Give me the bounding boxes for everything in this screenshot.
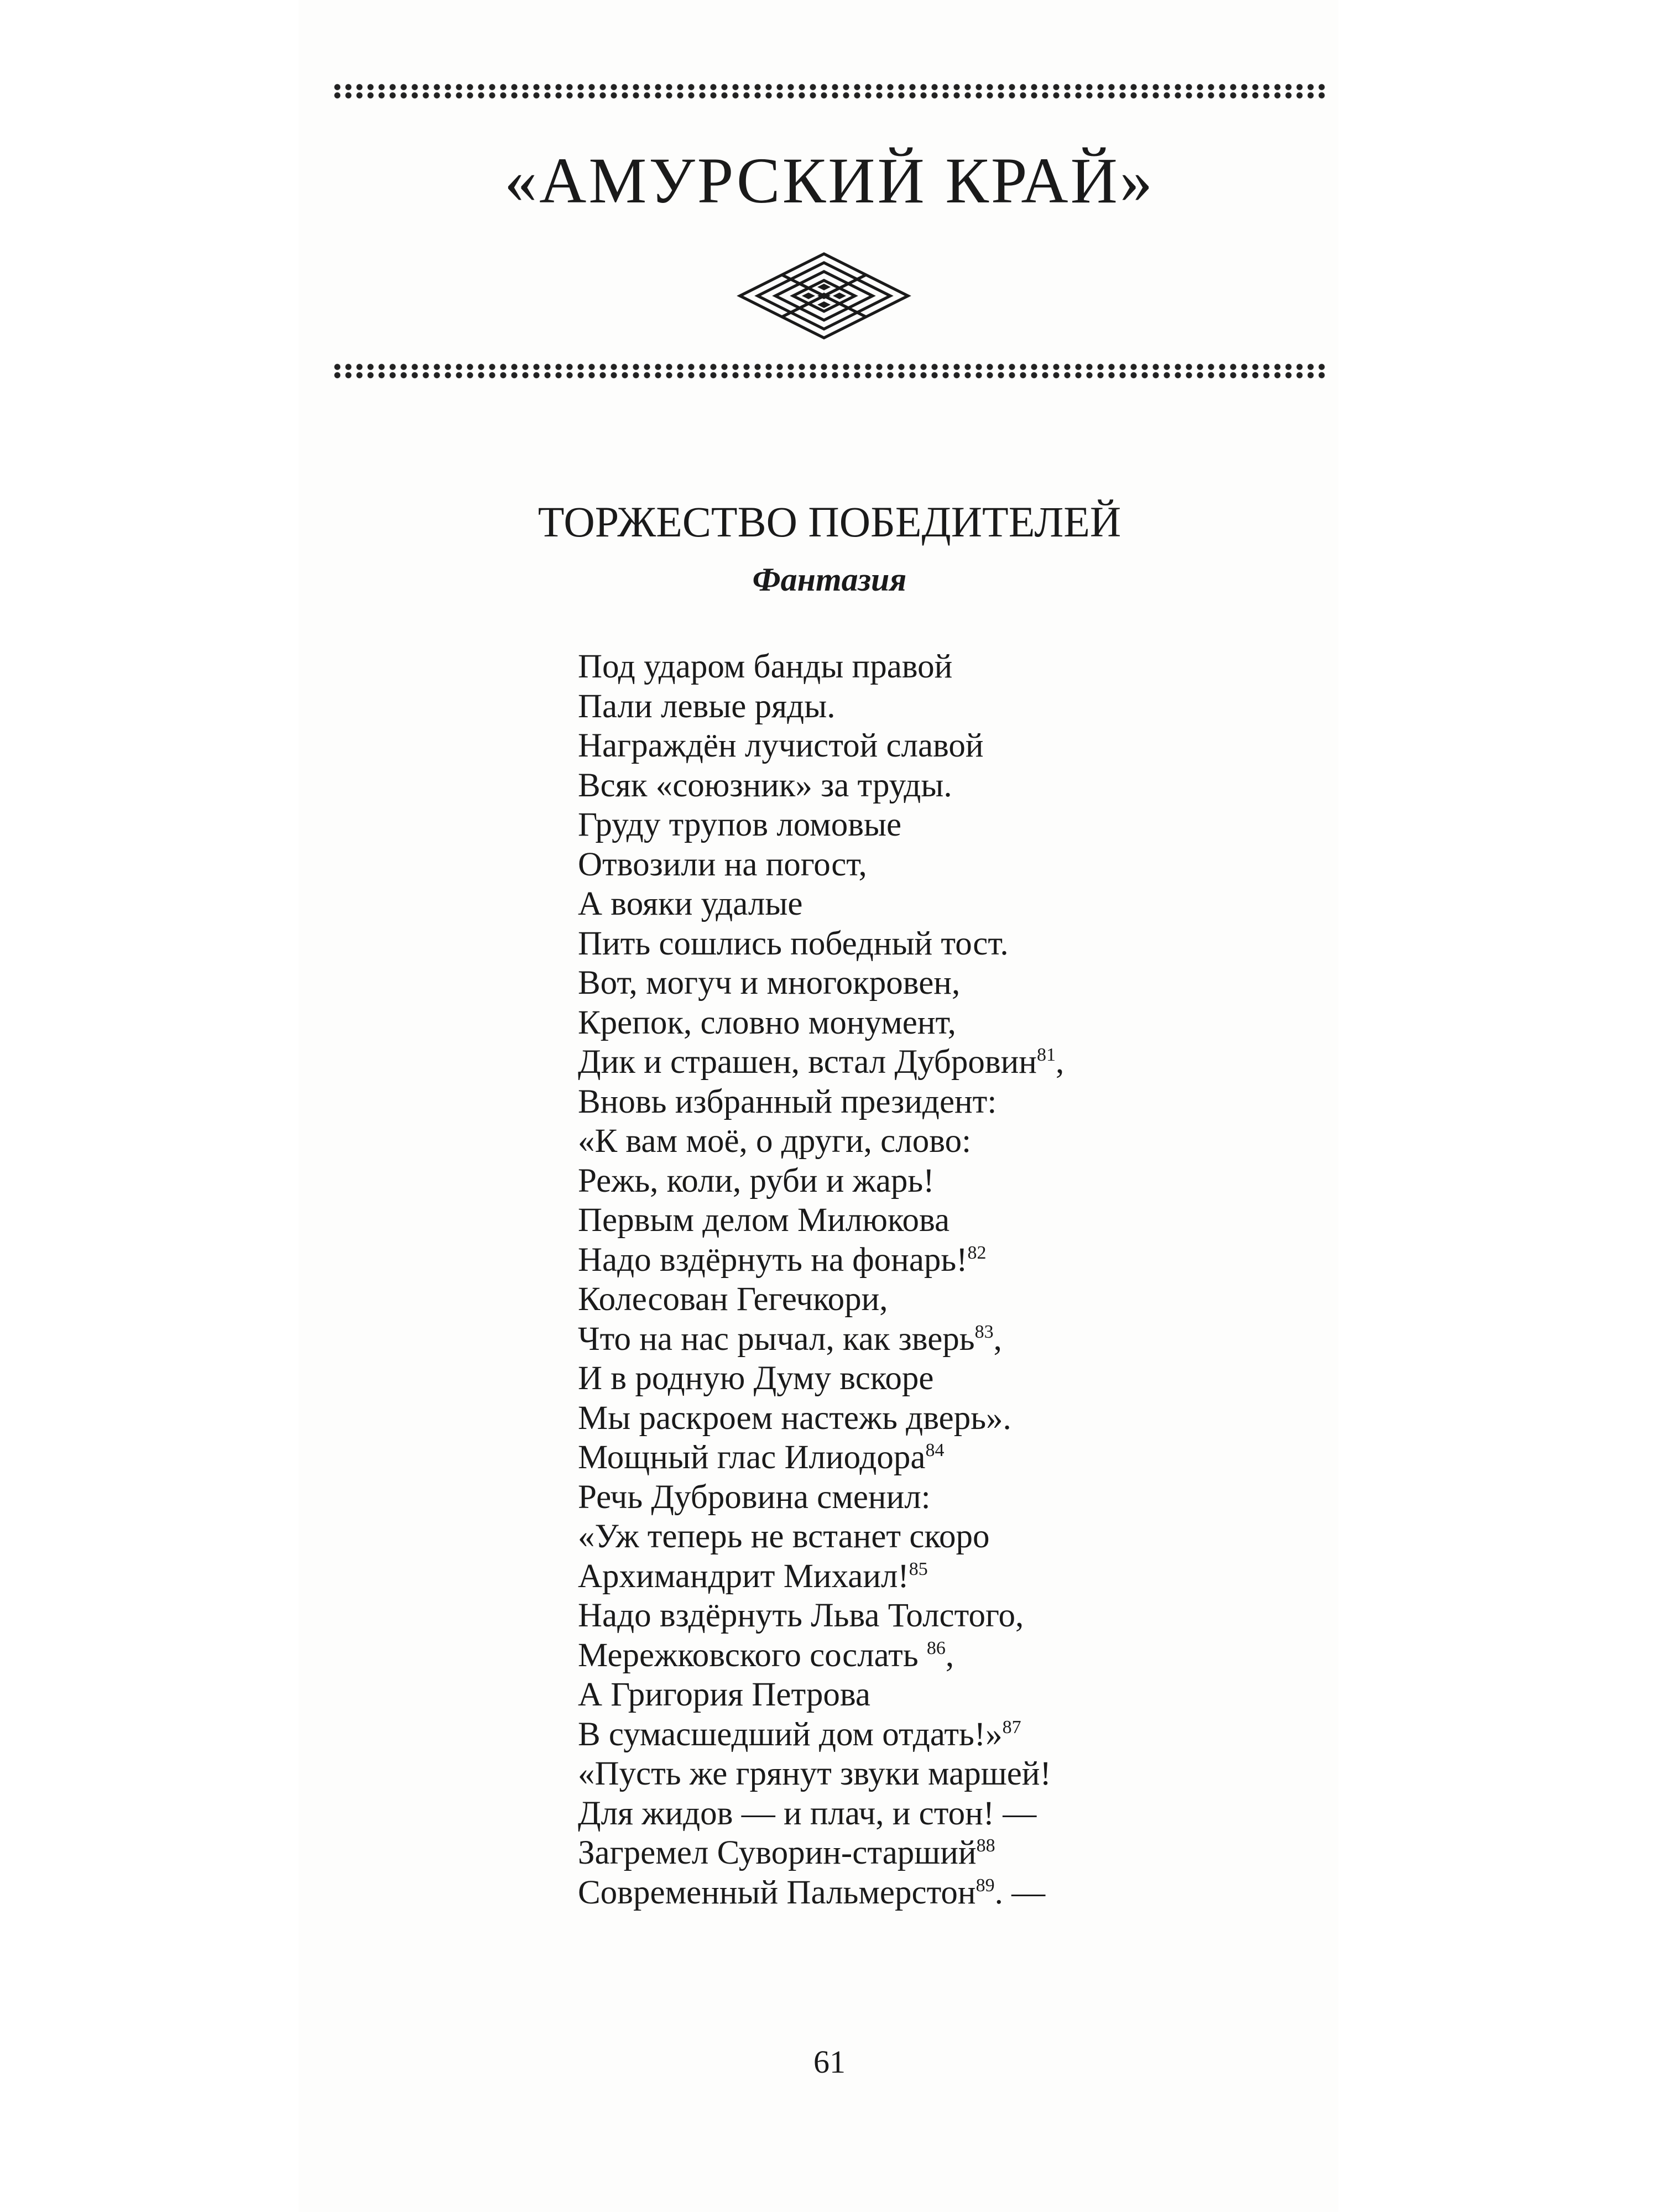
verse-line <box>578 1201 1324 1240</box>
verse-line-text: «К вам моё, о други, слово: <box>578 1123 972 1160</box>
verse-line <box>578 1517 1324 1557</box>
verse-line-text: Для жидов — и плач, и стон! — <box>578 1794 1037 1832</box>
verse-line <box>578 1240 1324 1280</box>
verse-line <box>578 1636 1324 1676</box>
verse-line-text: Надо вздёрнуть Льва Толстого, <box>578 1597 1024 1634</box>
footnote-marker: 85 <box>909 1558 928 1579</box>
verse-line <box>578 1399 1324 1438</box>
verse-line <box>578 884 1324 924</box>
verse-line-text: Крепок, словно монумент, <box>578 1004 956 1041</box>
verse-line <box>578 647 1324 687</box>
knot-ornament-icon <box>735 252 912 340</box>
footnote-marker: 88 <box>976 1835 995 1856</box>
verse-line-punctuation: . — <box>994 1874 1046 1911</box>
verse-line <box>578 726 1324 766</box>
verse-line <box>578 687 1324 727</box>
verse-line-text: Речь Дубровина сменил: <box>578 1478 931 1516</box>
verse-line-text: Мы раскроем настежь дверь». <box>578 1399 1011 1437</box>
footnote-marker: 83 <box>974 1321 994 1342</box>
verse-line <box>578 1319 1324 1359</box>
verse-line <box>578 1280 1324 1319</box>
verse-line <box>578 1478 1324 1517</box>
verse-line-text: А вояки удалые <box>578 885 803 922</box>
verse-line <box>578 1794 1324 1834</box>
poem-verse <box>578 647 1324 1912</box>
verse-line-text: Вновь избранный президент: <box>578 1083 997 1120</box>
poem-subtitle: Фантазия <box>752 561 907 598</box>
verse-line-text: Дик и страшен, встал Дубровин <box>578 1044 1037 1081</box>
verse-line-text: Под ударом банды правой <box>578 648 953 685</box>
dotted-rule-top <box>332 83 1327 100</box>
poem-title: ТОРЖЕСТВО ПОБЕДИТЕЛЕЙ <box>538 498 1121 546</box>
verse-line <box>578 1754 1324 1794</box>
verse-line-text: Архимандрит Михаил! <box>578 1557 909 1595</box>
dotted-rule-bottom <box>332 363 1327 379</box>
verse-line-text: «Уж теперь не встанет скоро <box>578 1518 990 1555</box>
section-title: «АМУРСКИЙ КРАЙ» <box>504 144 1155 217</box>
verse-line-text: Пали левые ряды. <box>578 687 836 725</box>
verse-line-text: Загремел Суворин-старший <box>578 1834 977 1871</box>
verse-line <box>578 1438 1324 1478</box>
verse-line-text: Современный Пальмерстон <box>578 1874 976 1911</box>
verse-line <box>578 766 1324 806</box>
page-number: 61 <box>813 2044 846 2080</box>
verse-line-text: «Пусть же грянут звуки маршей! <box>578 1755 1051 1792</box>
verse-line-text: Мощный глас Илиодора <box>578 1439 926 1476</box>
footnote-marker: 87 <box>1002 1717 1021 1738</box>
verse-line <box>578 1675 1324 1715</box>
verse-line-text: Пить сошлись победный тост. <box>578 925 1009 962</box>
verse-line <box>578 1161 1324 1201</box>
verse-line-text: Мережковского сослать <box>578 1636 927 1674</box>
verse-line <box>578 924 1324 964</box>
verse-line-text: Награждён лучистой славой <box>578 727 984 764</box>
footnote-marker: 89 <box>975 1875 995 1896</box>
verse-line <box>578 1596 1324 1636</box>
verse-line-punctuation: , <box>1055 1044 1065 1081</box>
verse-line <box>578 845 1324 885</box>
verse-line-text: Надо вздёрнуть на фонарь! <box>578 1241 968 1279</box>
verse-line <box>578 1082 1324 1122</box>
verse-line-text: Что на нас рычал, как зверь <box>578 1320 975 1358</box>
verse-line <box>578 1003 1324 1043</box>
verse-line <box>578 1833 1324 1873</box>
verse-line-text: А Григория Петрова <box>578 1676 870 1713</box>
verse-line <box>578 1121 1324 1161</box>
verse-line-text: В сумасшедший дом отдать!» <box>578 1715 1003 1753</box>
verse-line-punctuation: , <box>945 1636 954 1674</box>
verse-line-text: И в родную Думу вскоре <box>578 1360 934 1397</box>
verse-line-text: Отвозили на погост, <box>578 846 867 883</box>
verse-line-text: Вот, могуч и многокровен, <box>578 964 961 1001</box>
verse-line <box>578 1359 1324 1399</box>
verse-line <box>578 963 1324 1003</box>
footnote-marker: 84 <box>925 1440 945 1460</box>
verse-line <box>578 1873 1324 1913</box>
footnote-marker: 86 <box>926 1637 946 1658</box>
footnote-marker: 81 <box>1036 1045 1056 1065</box>
verse-line-text: Всяк «союзник» за труды. <box>578 766 952 804</box>
verse-line <box>578 805 1324 845</box>
verse-line-punctuation: , <box>993 1320 1002 1358</box>
verse-line <box>578 1715 1324 1755</box>
verse-line-text: Груду трупов ломовые <box>578 806 902 843</box>
footnote-marker: 82 <box>967 1242 987 1263</box>
verse-line-text: Колесован Гегечкори, <box>578 1281 888 1318</box>
verse-line-text: Режь, коли, руби и жарь! <box>578 1162 935 1199</box>
verse-line <box>578 1042 1324 1082</box>
verse-line <box>578 1557 1324 1597</box>
verse-line-text: Первым делом Милюкова <box>578 1202 950 1239</box>
